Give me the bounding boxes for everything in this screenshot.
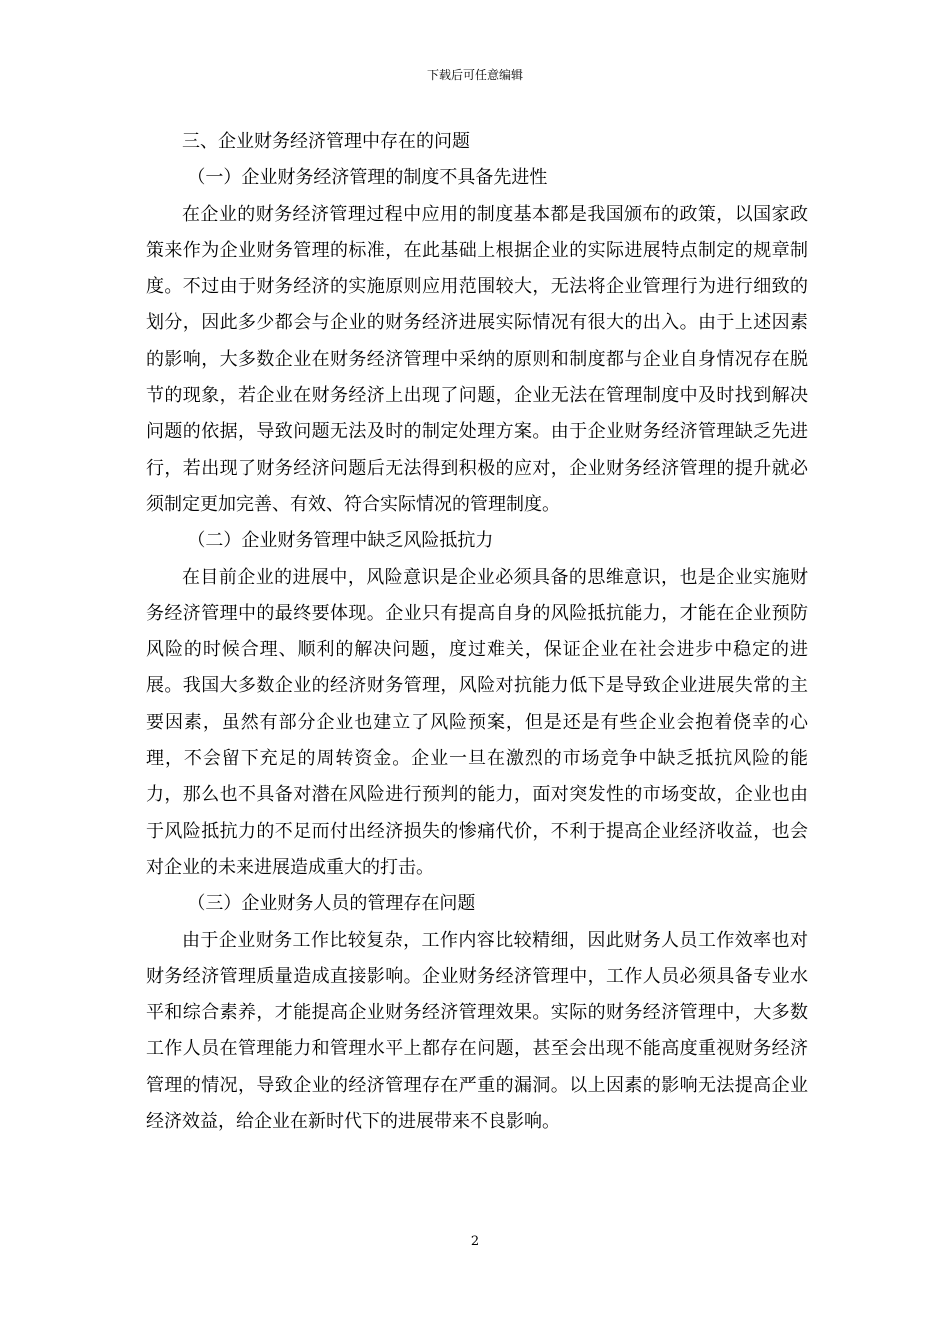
subsection-heading-3: （三）企业财务人员的管理存在问题 [187, 893, 476, 915]
subsection-heading-1: （一）企业财务经济管理的制度不具备先进性 [187, 167, 548, 189]
subsection-heading-2: （二）企业财务管理中缺乏风险抵抗力 [187, 530, 494, 552]
paragraph-3: 由于企业财务工作比较复杂，工作内容比较精细，因此财务人员工作效率也对财务经济管理质量造成直接影响。企业财务经济管理中，工作人员必须具备专业水平和综合素养，才能提高企业财务经济管理效果。实际的财务经济管理中，大多数工作人员在管理能力和管理水平上都存在问题，甚至会出现不能高度重视财务经济管理的情况，导致企业的经济管理存在严重的漏洞。以上因素的影响无法提高企业经济效益，给企业在新时代下的进展带来不良影响。 [146, 929, 808, 1133]
section-heading: 三、企业财务经济管理中存在的问题 [182, 131, 470, 152]
paragraph-1: 在企业的财务经济管理过程中应用的制度基本都是我国颁布的政策，以国家政策来作为企业财务管理的标准，在此基础上根据企业的实际进展特点制定的规章制度。不过由于财务经济的实施原则应用范围较大，无法将企业管理行为进行细致的划分，因此多少都会与企业的财务经济进展实际情况有很大的出入。由于上述因素的影响，大多数企业在财务经济管理中采纳的原则和制度都与企业自身情况存在脱节的现象，若企业在财务经济上出现了问题，企业无法在管理制度中及时找到解决问题的依据，导致问题无法及时的制定处理方案。由于企业财务经济管理缺乏先进行，若出现了财务经济问题后无法得到积极的应对，企业财务经济管理的提升就必须制定更加完善、有效、符合实际情况的管理制度。 [146, 203, 808, 515]
page-number: 2 [470, 1234, 480, 1249]
document-body [146, 124, 808, 1140]
header-note: 下载后可任意编辑 [426, 68, 523, 82]
paragraph-2: 在目前企业的进展中，风险意识是企业必须具备的思维意识，也是企业实施财务经济管理中的最终要体现。企业只有提高自身的风险抵抗能力，才能在企业预防风险的时候合理、顺利的解决问题，度过难关，保证企业在社会进步中稳定的进展。我国大多数企业的经济财务管理，风险对抗能力低下是导致企业进展失常的主要因素，虽然有部分企业也建立了风险预案，但是还是有些企业会抱着侥幸的心理，不会留下充足的周转资金。企业一旦在激烈的市场竞争中缺乏抵抗风险的能力，那么也不具备对潜在风险进行预判的能力，面对突发性的市场变故，企业也由于风险抵抗力的不足而付出经济损失的惨痛代价，不利于提高企业经济收益，也会对企业的未来进展造成重大的打击。 [146, 566, 808, 878]
